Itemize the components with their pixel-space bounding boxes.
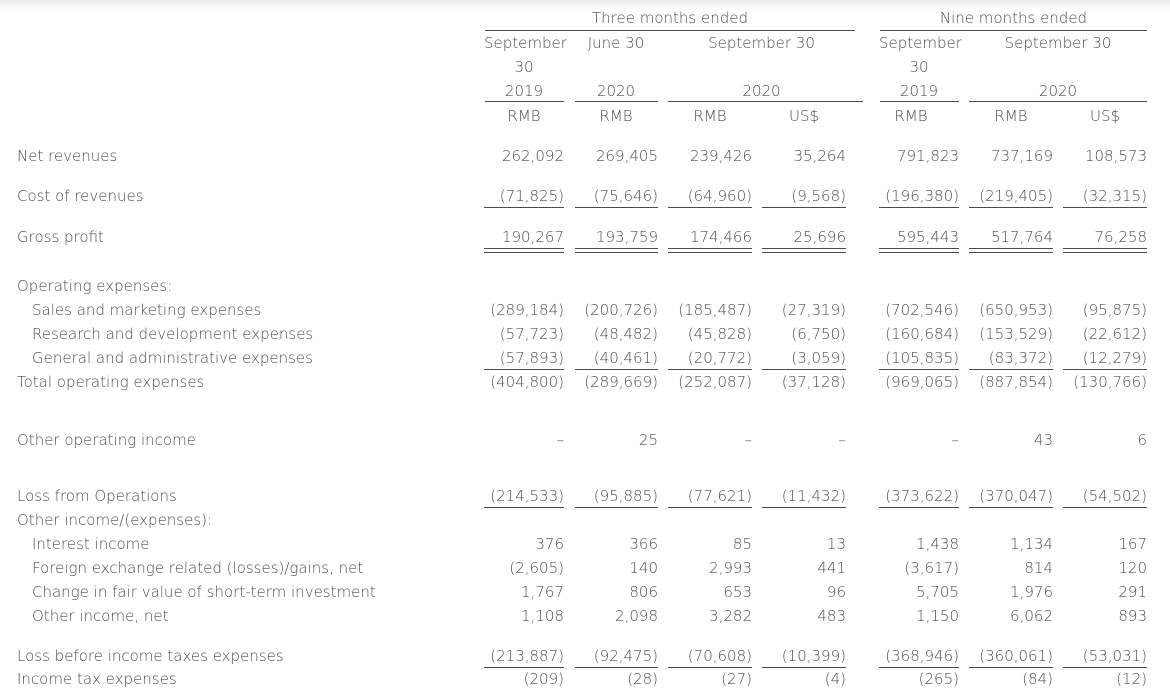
row-value: 120 [1118, 559, 1147, 577]
row-value: (20,772) [687, 349, 752, 367]
row-value: 140 [629, 559, 658, 577]
double-underline [969, 248, 1053, 253]
header-underline-c4 [880, 101, 959, 102]
row-value: 737,169 [990, 147, 1053, 165]
row-value: 595,443 [896, 228, 959, 246]
underline [575, 369, 658, 370]
row-value: 85 [732, 535, 752, 553]
group-underline-nine-months [880, 30, 1147, 31]
underline [879, 507, 959, 508]
row-value: 291 [1118, 583, 1147, 601]
underline [969, 667, 1053, 668]
row-value: 190,267 [501, 228, 564, 246]
row-value: 806 [629, 583, 658, 601]
underline [879, 667, 959, 668]
underline [762, 667, 846, 668]
underline [969, 207, 1053, 208]
row-value: (28) [627, 670, 658, 688]
underline [1063, 369, 1147, 370]
col-header-year-c4: 2019 [899, 82, 939, 100]
col-header-year-c1: 2020 [596, 82, 636, 100]
group-header-nine-months: Nine months ended [939, 9, 1088, 27]
header-underline-span-three [668, 101, 863, 102]
col-header-l1-c4: September [879, 34, 962, 52]
row-label: Net revenues [17, 147, 118, 165]
row-value: (10,399) [781, 647, 846, 665]
col-header-l2-c4: 30 [909, 58, 929, 76]
row-label: Operating expenses: [17, 277, 173, 295]
row-value: – [951, 431, 959, 449]
row-value: (40,461) [593, 349, 658, 367]
row-value: (368,946) [885, 647, 959, 665]
row-label: Other operating income [17, 431, 196, 449]
row-value: – [838, 431, 846, 449]
col-header-year-span-three: 2020 [742, 82, 781, 100]
header-underline-span-nine [969, 101, 1147, 102]
row-value: (57,723) [499, 325, 564, 343]
row-value: (3,059) [791, 349, 846, 367]
row-value: (130,766) [1073, 373, 1147, 391]
row-value: (32,315) [1082, 187, 1147, 205]
row-value: 1,767 [521, 583, 564, 601]
row-value: (219,405) [979, 187, 1053, 205]
row-value: (3,617) [904, 559, 959, 577]
row-value: – [556, 431, 564, 449]
row-value: (185,487) [678, 301, 752, 319]
row-value: (370,047) [979, 487, 1053, 505]
row-value: (9,568) [791, 187, 846, 205]
underline [668, 507, 752, 508]
row-value: (404,800) [490, 373, 564, 391]
col-header-span-nine: September 30 [1004, 34, 1112, 52]
row-value: 1,150 [916, 607, 959, 625]
row-value: 893 [1118, 607, 1147, 625]
row-label: Foreign exchange related (losses)/gains, net [32, 559, 364, 577]
row-value: 6 [1137, 431, 1147, 449]
row-value: 96 [826, 583, 846, 601]
underline [879, 369, 959, 370]
row-value: 483 [817, 607, 846, 625]
double-underline [879, 248, 959, 253]
row-value: (289,184) [490, 301, 564, 319]
row-value: (37,128) [781, 373, 846, 391]
row-value: 3,282 [709, 607, 752, 625]
row-value: 653 [723, 583, 752, 601]
row-value: 193,759 [595, 228, 658, 246]
group-header-three-months: Three months ended [591, 9, 748, 27]
row-label: Other income, net [32, 607, 169, 625]
row-value: 2,098 [615, 607, 658, 625]
row-label: Sales and marketing expenses [32, 301, 262, 319]
double-underline [762, 248, 846, 253]
row-value: (6,750) [791, 325, 846, 343]
row-value: (70,608) [687, 647, 752, 665]
col-header-span-three: September 30 [708, 34, 815, 52]
header-underline-c0 [485, 101, 564, 102]
header-underline-c1 [575, 101, 658, 102]
row-value: (289,669) [584, 373, 658, 391]
underline [1063, 207, 1147, 208]
row-value: (969,065) [885, 373, 959, 391]
row-label: Gross profit [17, 228, 104, 246]
underline [575, 667, 658, 668]
row-value: 43 [1033, 431, 1053, 449]
currency-c1: RMB [599, 107, 633, 125]
row-label: Research and development expenses [32, 325, 314, 343]
currency-c3: US$ [788, 107, 820, 125]
row-label: Interest income [32, 535, 150, 553]
row-value: (53,031) [1082, 647, 1147, 665]
row-value: 174,466 [689, 228, 752, 246]
row-value: (200,726) [584, 301, 658, 319]
underline [668, 667, 752, 668]
row-label: General and administrative expenses [32, 349, 313, 367]
underline [969, 369, 1053, 370]
row-value: 517,764 [990, 228, 1053, 246]
double-underline [484, 248, 564, 253]
row-value: 262,092 [501, 147, 564, 165]
row-label: Cost of revenues [17, 187, 144, 205]
col-header-year-c0: 2019 [504, 82, 544, 100]
double-underline [575, 248, 658, 253]
row-value: (64,960) [687, 187, 752, 205]
underline [575, 207, 658, 208]
row-value: 1,976 [1010, 583, 1053, 601]
underline [484, 507, 564, 508]
underline [879, 207, 959, 208]
row-value: 6,062 [1010, 607, 1053, 625]
underline [668, 369, 752, 370]
row-value: 366 [629, 535, 658, 553]
row-value: 376 [535, 535, 564, 553]
row-value: 25 [638, 431, 658, 449]
underline [484, 207, 564, 208]
row-value: 5,705 [916, 583, 959, 601]
row-value: (27,319) [781, 301, 846, 319]
underline [484, 369, 564, 370]
row-value: (252,087) [678, 373, 752, 391]
row-value: (77,621) [687, 487, 752, 505]
row-value: (2,605) [509, 559, 564, 577]
row-value: 791,823 [896, 147, 959, 165]
row-label: Total operating expenses [17, 373, 205, 391]
row-value: 441 [817, 559, 846, 577]
underline [575, 507, 658, 508]
row-value: 1,438 [916, 535, 959, 553]
row-label: Other income/(expenses): [17, 511, 213, 529]
row-label: Loss from Operations [17, 487, 177, 505]
row-value: (105,835) [885, 349, 959, 367]
row-value: (84) [1022, 670, 1053, 688]
row-value: 1,134 [1010, 535, 1053, 553]
row-value: 2,993 [709, 559, 752, 577]
row-value: (209) [523, 670, 564, 688]
currency-c2: RMB [693, 107, 727, 125]
row-value: 35,264 [793, 147, 846, 165]
row-value: (22,612) [1082, 325, 1147, 343]
currency-c4: RMB [894, 107, 928, 125]
row-value: – [744, 431, 752, 449]
currency-c6: US$ [1089, 107, 1121, 125]
row-label: Income tax expenses [17, 670, 177, 688]
row-value: (214,533) [490, 487, 564, 505]
double-underline [668, 248, 752, 253]
row-value: (95,885) [593, 487, 658, 505]
underline [762, 369, 846, 370]
row-value: (75,646) [593, 187, 658, 205]
row-label: Loss before income taxes expenses [17, 647, 284, 665]
col-header-l1-c0: September [484, 34, 567, 52]
underline [762, 507, 846, 508]
col-header-year-span-nine: 2020 [1038, 82, 1078, 100]
row-value: (57,893) [499, 349, 564, 367]
underline [969, 507, 1053, 508]
row-value: (92,475) [593, 647, 658, 665]
row-value: (48,482) [593, 325, 658, 343]
row-value: (373,622) [885, 487, 959, 505]
row-value: (54,502) [1082, 487, 1147, 505]
row-value: (360,061) [979, 647, 1053, 665]
row-value: (650,953) [979, 301, 1053, 319]
row-value: (27) [721, 670, 752, 688]
row-value: 76,258 [1094, 228, 1147, 246]
currency-c5: RMB [994, 107, 1028, 125]
row-value: (153,529) [979, 325, 1053, 343]
row-value: 108,573 [1084, 147, 1147, 165]
row-value: (71,825) [499, 187, 564, 205]
underline [668, 207, 752, 208]
underline [484, 667, 564, 668]
row-value: (95,875) [1082, 301, 1147, 319]
row-value: (702,546) [885, 301, 959, 319]
row-value: (12,279) [1082, 349, 1147, 367]
row-value: (887,854) [979, 373, 1053, 391]
row-value: 13 [826, 535, 846, 553]
row-value: 25,696 [793, 228, 846, 246]
col-header-l2-c0: 30 [514, 58, 534, 76]
double-underline [1063, 248, 1147, 253]
underline [1063, 507, 1147, 508]
currency-c0: RMB [507, 107, 541, 125]
row-value: (4) [824, 670, 846, 688]
row-value: (12) [1116, 670, 1147, 688]
col-header-l1-c1: June 30 [587, 34, 645, 52]
underline [762, 207, 846, 208]
row-value: (11,432) [781, 487, 846, 505]
row-value: (83,372) [988, 349, 1053, 367]
row-value: 239,426 [689, 147, 752, 165]
row-label: Change in fair value of short-term investment [32, 583, 376, 601]
row-value: (265) [918, 670, 959, 688]
row-value: (45,828) [687, 325, 752, 343]
row-value: 167 [1118, 535, 1147, 553]
row-value: 1,108 [521, 607, 564, 625]
group-underline-three-months [485, 30, 855, 31]
row-value: (196,380) [885, 187, 959, 205]
row-value: 814 [1024, 559, 1053, 577]
row-value: 269,405 [595, 147, 658, 165]
row-value: (160,684) [885, 325, 959, 343]
row-value: (213,887) [490, 647, 564, 665]
underline [1063, 667, 1147, 668]
